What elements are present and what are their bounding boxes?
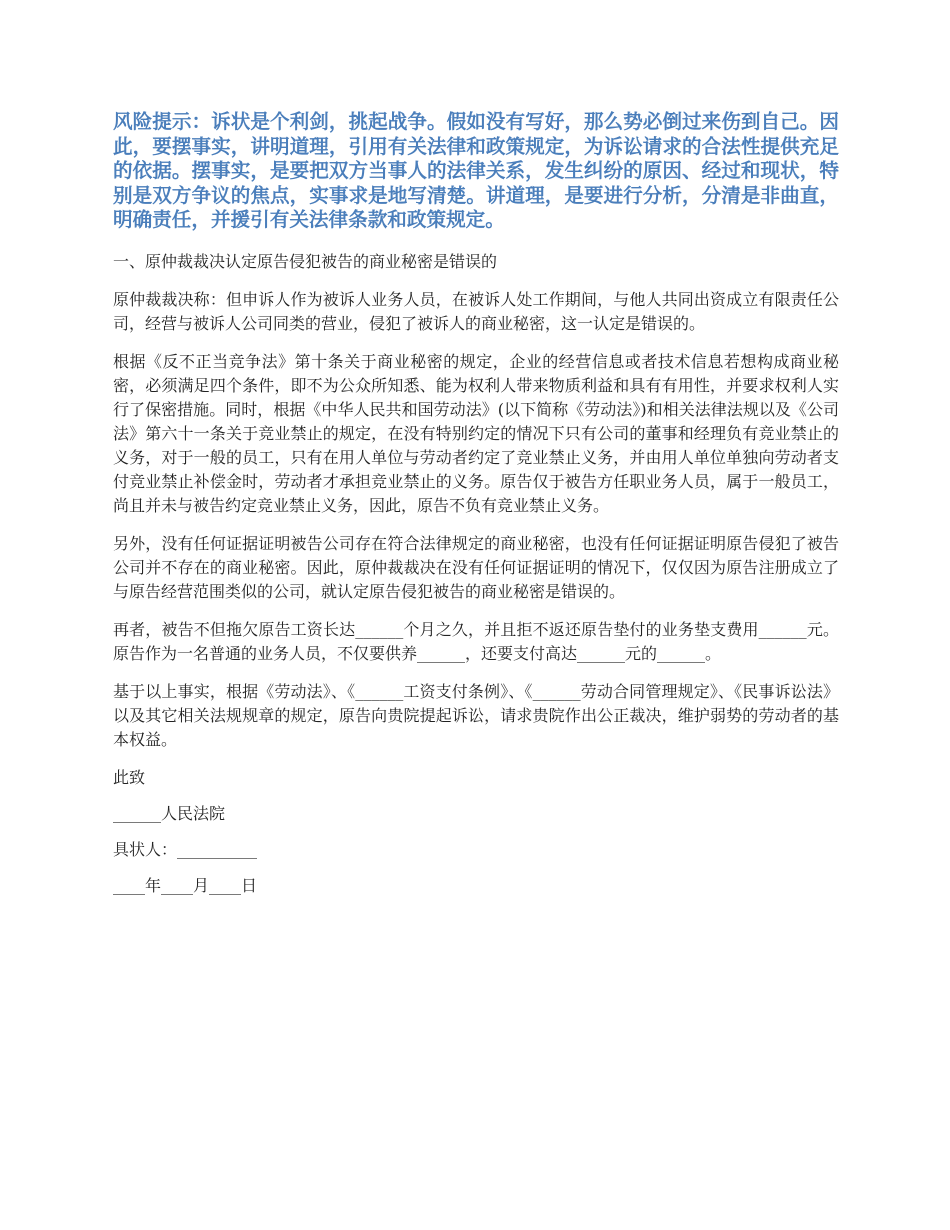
document-page [113, 110, 839, 910]
closing-court: ______人民法院 [113, 803, 226, 823]
paragraph-unpaid-wages: 再者，被告不但拖欠原告工资长达______个月之久，并且拒不返还原告垫付的业务垫支费用______元。原告作为一名普通的业务人员，不仅要供养______，还要支付高达______元的______。 [113, 619, 839, 663]
paragraph-no-evidence: 另外，没有任何证据证明被告公司存在符合法律规定的商业秘密，也没有任何证据证明原告侵犯了被告公司并不存在的商业秘密。因此，原仲裁裁决在没有任何证据证明的情况下，仅仅因为原告注册成立了与原告经营范围类似的公司，就认定原告侵犯被告的商业秘密是错误的。 [113, 533, 839, 601]
risk-notice: 风险提示：诉状是个利剑，挑起战争。假如没有写好，那么势必倒过来伤到自己。因此，要摆事实，讲明道理，引用有关法律和政策规定，为诉讼请求的合法性提供充足的依据。摆事实，是要把双方当事人的法律关系，发生纠纷的原因、经过和现状，特别是双方争议的焦点，实事求是地写清楚。讲道理，是要进行分析，分清是非曲直，明确责任，并援引有关法律条款和政策规定。 [113, 110, 839, 231]
paragraph-trade-secret-law: 根据《反不正当竞争法》第十条关于商业秘密的规定，企业的经营信息或者技术信息若想构成商业秘密，必须满足四个条件，即不为公众所知悉、能为权利人带来物质利益和具有有用性，并要求权利人实行了保密措施。同时，根据《中华人民共和国劳动法》(以下简称《劳动法》)和相关法律法规以及《公司法》第六十一条关于竞业禁止的规定，在没有特别约定的情况下只有公司的董事和经理负有竞业禁止的义务，对于一般的员工，只有在用人单位与劳动者约定了竞业禁止义务，并由用人单位单独向劳动者支付竞业禁止补偿金时，劳动者才承担竞业禁止的义务。原告仅于被告方任职业务人员，属于一般员工，尚且并未与被告约定竞业禁止义务，因此，原告不负有竞业禁止义务。 [113, 351, 839, 515]
closing-date: ____年____月____日 [113, 875, 258, 895]
paragraph-legal-basis: 基于以上事实，根据《劳动法》、《______工资支付条例》、《______劳动合同管理规定》、《民事诉讼法》以及其它相关法规规章的规定，原告向贵院提起诉讼，请求贵院作出公正裁决，维护弱势的劳动者的基本权益。 [113, 681, 839, 749]
paragraph-arbitration-claim: 原仲裁裁决称：但申诉人作为被诉人业务人员，在被诉人处工作期间，与他人共同出资成立有限责任公司，经营与被诉人公司同类的营业，侵犯了被诉人的商业秘密，这一认定是错误的。 [113, 289, 839, 333]
section-heading: 一、原仲裁裁决认定原告侵犯被告的商业秘密是错误的 [113, 251, 498, 271]
closing-salutation: 此致 [113, 767, 146, 787]
closing-plaintiff: 具状人：__________ [113, 839, 258, 859]
